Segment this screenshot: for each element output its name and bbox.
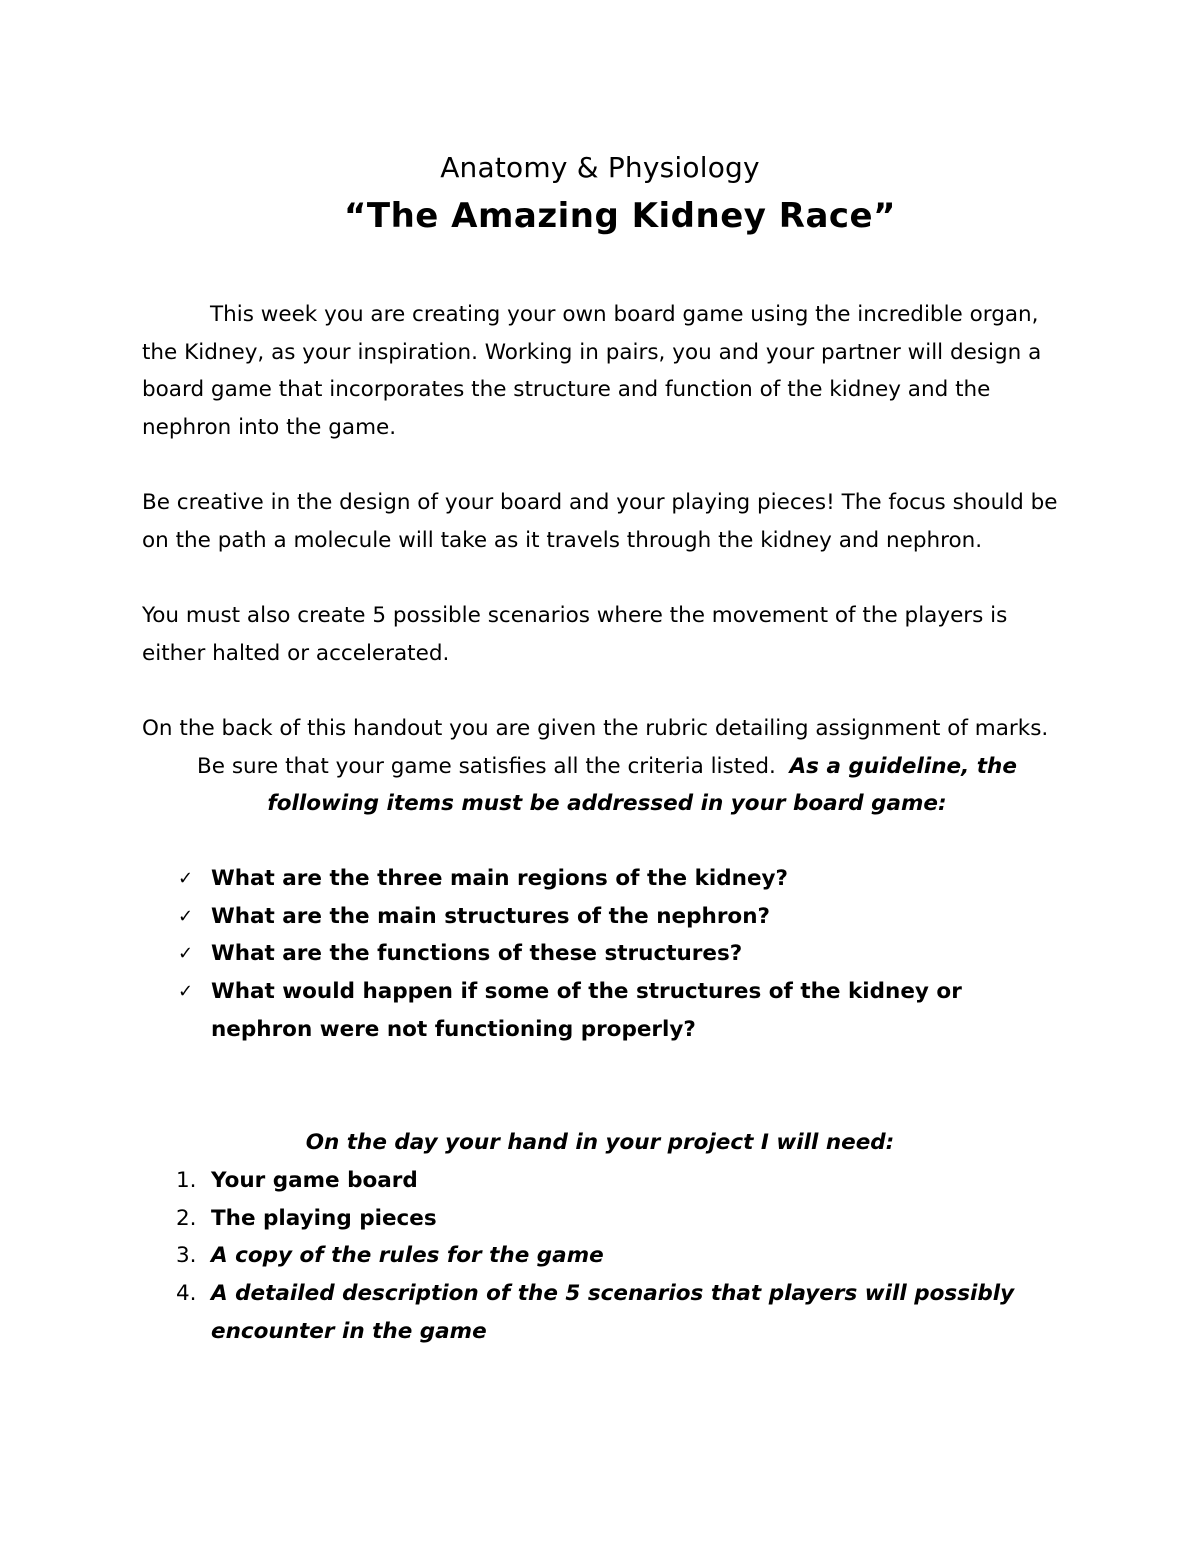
hand-in-item xyxy=(176,1162,1056,1200)
hand-in-item-text: A detailed description of the 5 scenarios that players will possibly encounter in the game xyxy=(211,1281,1015,1344)
item-number: 3. xyxy=(176,1243,197,1269)
checklist-item xyxy=(178,973,1058,1048)
creativity-paragraph: Be creative in the design of your board and your playing pieces! The focus should be on the path a molecule will take as it travels through the kidney and nephron. xyxy=(142,490,1058,553)
item-number: 2. xyxy=(176,1205,197,1231)
guideline-emphasis: As a guideline, the following items must be addressed in your board game: xyxy=(267,753,1017,817)
intro-paragraph: This week you are creating your own board game using the incredible organ, the Kidney, as your inspiration. Working in pairs, you and your partner will design a board game that incorporates the structure and function of the kidney and the nephron into the game. xyxy=(142,302,1042,441)
checklist-item-text: What would happen if some of the structures of the kidney or nephron were not functioning properly? xyxy=(211,979,962,1042)
course-subtitle: Anatomy & Physiology xyxy=(440,151,760,184)
checklist-item-text: What are the functions of these structures? xyxy=(211,941,743,967)
hand-in-item xyxy=(176,1200,1056,1238)
criteria-sentence: Be sure that your game satisfies all the criteria listed. xyxy=(197,753,776,779)
requirement-checklist xyxy=(178,860,1058,1049)
hand-in-list xyxy=(176,1162,1056,1351)
checklist-item xyxy=(178,860,1058,898)
checklist-item xyxy=(178,898,1058,936)
hand-in-heading: On the day your hand in your project I will need: xyxy=(305,1130,895,1155)
rubric-paragraph xyxy=(142,710,1072,823)
checkmark-icon: ✓ xyxy=(178,868,194,889)
checklist-item xyxy=(178,935,1058,973)
hand-in-item-text: Your game board xyxy=(211,1168,418,1193)
hand-in-item xyxy=(176,1275,1056,1350)
item-number: 1. xyxy=(176,1168,197,1193)
hand-in-item-text: A copy of the rules for the game xyxy=(211,1243,604,1269)
checklist-item-text: What are the three main regions of the kidney? xyxy=(211,866,789,891)
checkmark-icon: ✓ xyxy=(178,981,194,1003)
hand-in-item-text: The playing pieces xyxy=(211,1205,437,1231)
checklist-item-text: What are the main structures of the nephron? xyxy=(211,903,770,929)
checkmark-icon: ✓ xyxy=(178,943,194,965)
rubric-line-2 xyxy=(142,748,1072,823)
scenarios-paragraph: You must also create 5 possible scenarios where the movement of the players is either halted or accelerated. xyxy=(142,603,1008,666)
assignment-title: “The Amazing Kidney Race” xyxy=(344,196,896,236)
checkmark-icon: ✓ xyxy=(178,905,194,927)
item-number: 4. xyxy=(176,1281,197,1307)
hand-in-item xyxy=(176,1237,1056,1275)
rubric-line-1: On the back of this handout you are given the rubric detailing assignment of marks. xyxy=(142,716,1049,741)
